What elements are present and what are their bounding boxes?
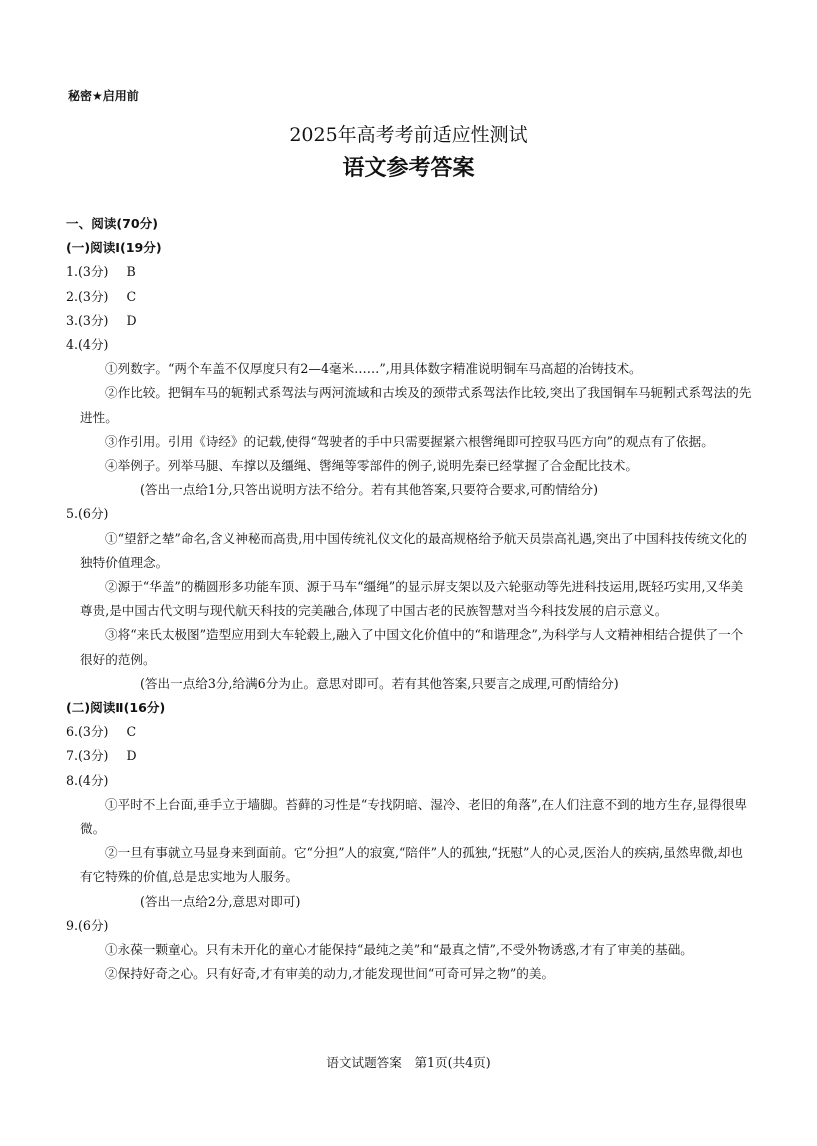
answer-point: ②源于“华盖”的椭圆形多功能车顶、源于马车“缰绳”的显示屏支架以及六轮驱动等先进科技运用,既轻巧实用,又华美尊贵,是中国古代文明与现代航天科技的完美融合,体现了中国古老的民族智慧对当今科技发展的启示意义。 [80, 579, 744, 619]
answer-point: ③将“来氏太极图”造型应用到大车轮毂上,融入了中国文化价值中的“和谐理念”,为科学与人文精神相结合提供了一个很好的范例。 [80, 627, 744, 667]
answer-point: ①平时不上台面,垂手立于墙脚。苔藓的习性是“专找阴暗、湿冷、老旧的角落”,在人们注意不到的地方生存,显得很卑微。 [80, 796, 747, 837]
question-number: 2.(3分) [66, 288, 109, 304]
question-5-number: 5.(6分) [66, 506, 109, 522]
scoring-note: (答出一点给3分,给满6分为止。意思对即可。若有其他答案,只要言之成理,可酌情给分) [140, 675, 619, 691]
answer-point: ②一旦有事就立马显身来到面前。它“分担”人的寂寞,“陪伴”人的孤独,“抚慰”人的心灵,医治人的疾病,虽然卑微,却也有它特殊的价值,总是忠实地为人服务。 [80, 845, 743, 885]
question-3 [66, 309, 754, 333]
answer-point: ②作比较。把铜车马的轭靷式系驾法与两河流域和古埃及的颈带式系驾法作比较,突出了我国铜车马轭靷式系驾法的先进性。 [80, 385, 752, 425]
question-number: 3.(3分) [66, 312, 109, 328]
question-2 [66, 285, 754, 309]
section-heading-reading: 一、阅读(70分) [66, 216, 159, 231]
answer-point: ①列数字。“两个车盖不仅厚度只有2—4毫米……”,用具体数字精准说明铜车马高超的冶铸技术。 [105, 361, 642, 377]
question-6 [66, 720, 754, 744]
question-answer: D [126, 748, 137, 764]
answer-content [66, 212, 754, 987]
scoring-note: (答出一点给2分,意思对即可) [140, 893, 301, 909]
page-footer: 语文试题答案 第1页(共4页) [326, 1055, 491, 1070]
question-9-number: 9.(6分) [66, 917, 109, 933]
exam-title: 2025年高考考前适应性测试 [289, 124, 528, 146]
subsection-heading-reading-1: (一)阅读Ⅰ(19分) [66, 240, 162, 256]
subsection-heading-reading-2: (二)阅读Ⅱ(16分) [66, 700, 166, 716]
answer-point: ③作引用。引用《诗经》的记载,使得“驾驶者的手中只需要握紧六根辔绳即可控驭马匹方向”的观点有了依据。 [105, 433, 714, 449]
question-answer: C [126, 724, 137, 740]
question-1 [66, 260, 754, 284]
answer-key-title: 语文参考答案 [342, 156, 475, 181]
question-8-number: 8.(4分) [66, 772, 109, 788]
confidential-mark: 秘密★启用前 [68, 89, 139, 103]
question-answer: B [126, 264, 136, 280]
question-number: 1.(3分) [66, 264, 109, 280]
answer-point: ④举例子。列举马腿、车撑以及缰绳、辔绳等零部件的例子,说明先秦已经掌握了合金配比技术。 [105, 458, 638, 474]
answer-point: ①“望舒之辇”命名,含义神秘而高贵,用中国传统礼仪文化的最高规格给予航天员崇高礼遇,突出了中国科技传统文化的独特价值理念。 [80, 530, 747, 570]
answer-point: ②保持好奇之心。只有好奇,才有审美的动力,才能发现世间“可奇可异之物”的美。 [105, 966, 555, 982]
answer-point: ①永葆一颗童心。只有未开化的童心才能保持“最纯之美”和“最真之情”,不受外物诱惑,才有了审美的基础。 [105, 942, 693, 958]
question-answer: D [126, 312, 137, 328]
question-7 [66, 744, 754, 768]
scoring-note: (答出一点给1分,只答出说明方法不给分。若有其他答案,只要符合要求,可酌情给分) [140, 482, 599, 498]
question-4-number: 4.(4分) [66, 337, 109, 353]
question-number: 6.(3分) [66, 724, 109, 740]
question-answer: C [126, 288, 137, 304]
question-number: 7.(3分) [66, 748, 109, 764]
